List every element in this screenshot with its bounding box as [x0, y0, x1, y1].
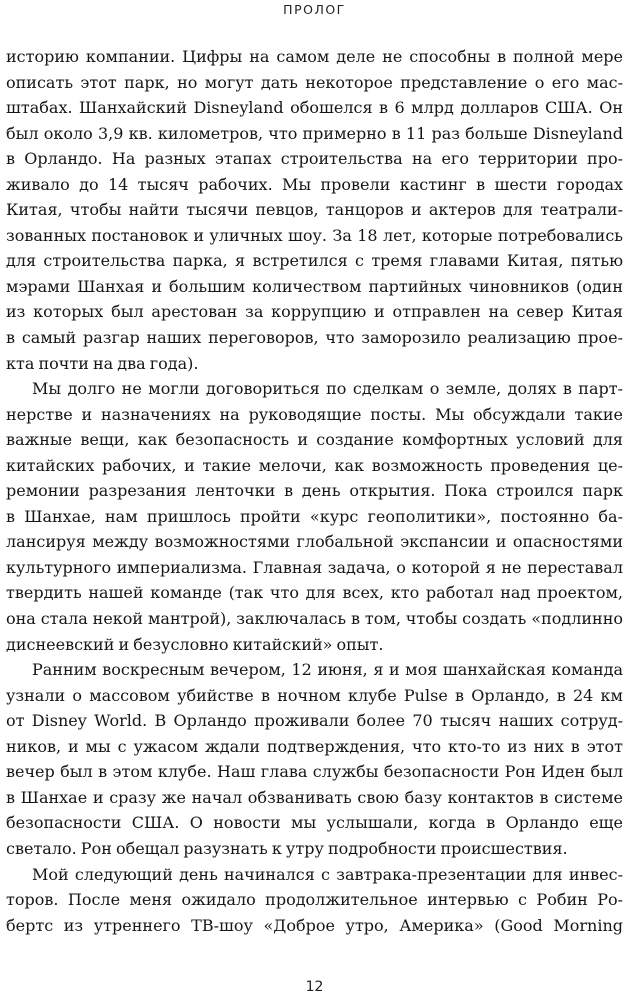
text-line: для строительства парка, я встретился с тремя главами Китая, пятью — [6, 251, 623, 271]
text-line: ников, и мы с ужасом ждали подтверждения, что кто-то из них в этот — [6, 736, 623, 756]
paragraph-2 — [6, 376, 623, 657]
text-line: в Орландо. На разных этапах строительства на его территории про- — [6, 149, 623, 169]
text-line: Мой следующий день начинался с завтрака-презентации для инвес- — [32, 864, 623, 884]
paragraph-4 — [6, 862, 623, 939]
page-number: 12 — [305, 979, 324, 995]
text-line: диснеевский и безусловно китайский» опыт. — [6, 634, 384, 654]
text-line: нерстве и назначениях на руководящие посты. Мы обсуждали такие — [6, 404, 623, 424]
text-line: важные вещи, как безопасность и создание комфортных условий для — [6, 430, 623, 450]
text-line: мэрами Шанхая и большим количеством партийных чиновников (один — [6, 276, 623, 296]
running-header-title: ПРОЛОГ — [283, 2, 346, 17]
text-line: Китая, чтобы найти тысячи певцов, танцоров и актеров для театрали- — [6, 200, 623, 220]
text-line: историю компании. Цифры на самом деле не способны в полной мере — [6, 47, 623, 66]
text-line: Мы долго не могли договориться по сделкам о земле, долях в парт- — [32, 379, 623, 399]
text-line: был около 3,9 кв. километров, что примерно в 11 раз больше Disneyland — [6, 123, 623, 143]
text-line: торов. После меня ожидало продолжительное интервью с Робин Ро- — [6, 890, 623, 910]
text-line: она стала некой мантрой), заключалась в том, чтобы создать «подлинно — [6, 609, 623, 629]
text-line: твердить нашей команде (так что для всех, кто работал над проектом, — [6, 583, 623, 603]
text-line: кта почти на два года). — [6, 353, 199, 373]
text-line: китайских рабочих, и такие мелочи, как возможность проведения це- — [6, 455, 623, 475]
paragraph-1 — [6, 44, 623, 376]
paragraph-3 — [6, 657, 623, 861]
text-line: в Шанхае и сразу же начал обзванивать свою базу контактов в системе — [6, 787, 623, 807]
text-line: штабах. Шанхайский Disneyland обошелся в 6 млрд долларов США. Он — [6, 98, 623, 118]
text-line: вечер был в этом клубе. Наш глава службы безопасности Рон Иден был — [6, 762, 623, 782]
text-line: от Disney World. В Орландо проживали более 70 тысяч наших сотруд- — [6, 711, 623, 731]
text-line: лансируя между возможностями глобальной экспансии и опасностями — [6, 532, 623, 552]
text-line: светало. Рон обещал разузнать к утру подробности происшествия. — [6, 838, 568, 858]
text-line: из которых был арестован за коррупцию и отправлен на север Китая — [6, 302, 623, 322]
text-line: описать этот парк, но могут дать некоторое представление о его мас- — [6, 72, 623, 92]
text-line: живало до 14 тысяч рабочих. Мы провели кастинг в шести городах — [6, 174, 623, 194]
text-line: культурного империализма. Главная задача, о которой я не переставал — [6, 557, 623, 577]
body-text — [6, 44, 623, 938]
text-line: в Шанхае, нам пришлось пройти «курс геополитики», постоянно ба- — [6, 506, 623, 526]
text-line: безопасности США. О новости мы услышали, когда в Орландо еще — [6, 813, 623, 833]
text-line: ремонии разрезания ленточки в день открытия. Пока строился парк — [6, 481, 623, 501]
text-line: бертс из утреннего ТВ-шоу «Доброе утро, Америка» (Good Morning — [6, 915, 623, 935]
text-line: узнали о массовом убийстве в ночном клубе Pulse в Орландо, в 24 км — [6, 685, 623, 705]
text-line: в самый разгар наших переговоров, что заморозило реализацию прое- — [6, 328, 623, 348]
text-line: зованных постановок и уличных шоу. За 18 лет, которые потребовались — [6, 225, 623, 245]
text-line: Ранним воскресным вечером, 12 июня, я и моя шанхайская команда — [32, 660, 623, 680]
